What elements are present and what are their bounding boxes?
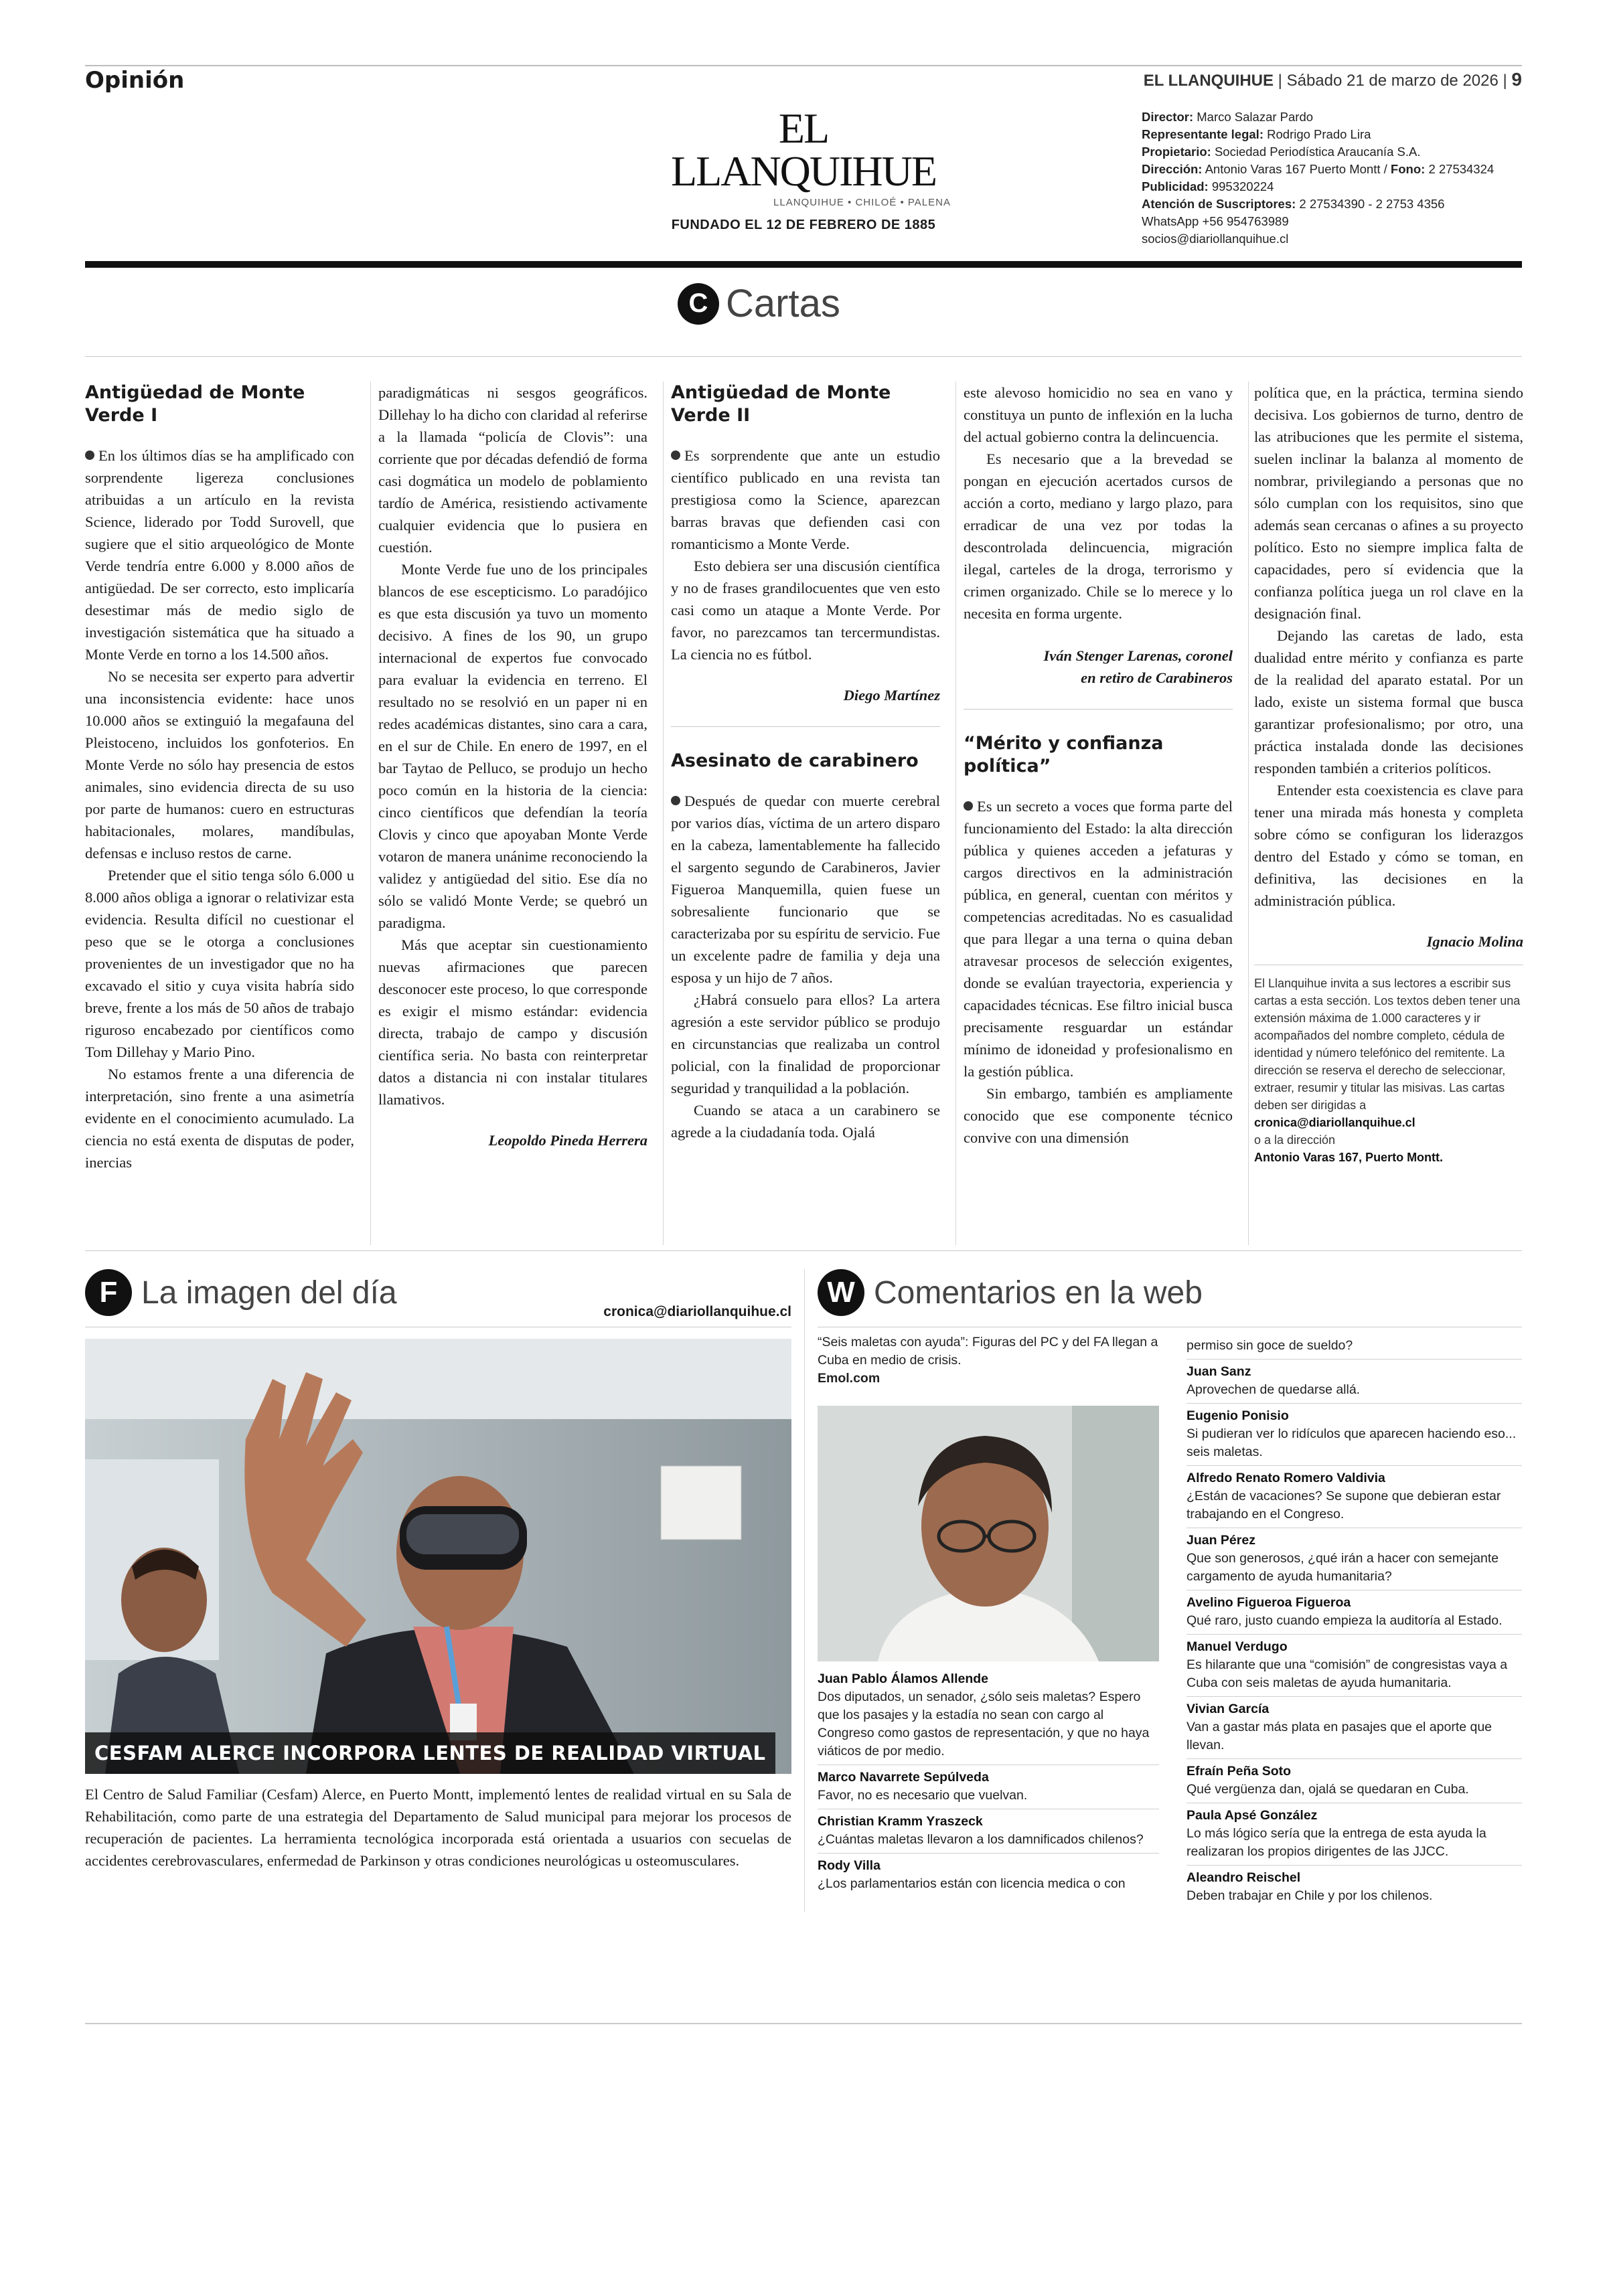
letter-title: Antigüedad de Monte Verde II: [671, 382, 891, 426]
comment: Alfredo Renato Romero Valdivia ¿Están de vacaciones? Se supone que debieran estar trabajando en el Congreso.: [1187, 1466, 1522, 1528]
section-name: Opinión: [85, 67, 185, 94]
letters-column-1: [85, 382, 354, 1173]
comment-author: Vivian García: [1187, 1702, 1270, 1716]
letter-title: Antigüedad de Monte Verde I: [85, 382, 305, 426]
comment-author: Rody Villa: [818, 1858, 881, 1873]
comment: Eugenio Ponisio Si pudieran ver lo ridículos que aparecen haciendo eso... seis maletas.: [1187, 1404, 1522, 1466]
letters-column-2: [378, 382, 647, 1151]
header-thick-rule: [85, 261, 1522, 268]
page-number: 9: [1511, 69, 1522, 90]
page-info: EL LLANQUIHUE | Sábado 21 de marzo de 2026 | 9: [1143, 69, 1522, 90]
cartas-badge-icon: C: [678, 283, 719, 325]
letter-paragraph: Más que aceptar sin cuestionamiento nuevas afirmaciones que parecen desconocer este proceso, lo que corresponde es exigir el mismo estándar: evidencia directa, trabajo de campo y discusión científica seria. No basta con reinterpretar datos a distancia ni con instalar titulares llamativos.: [378, 936, 647, 1108]
masthead-subtitle: LLANQUIHUE • CHILOÉ • PALENA: [773, 197, 951, 208]
bottom-rule: [85, 2023, 1522, 2024]
column-separator: [663, 382, 664, 1245]
staff-line: Director: Marco Salazar Pardo: [1142, 110, 1314, 124]
comment: Paula Apsé González Lo más lógico sería que la entrega de esta ayuda la realizaran los propios dirigentes de las JJCC.: [1187, 1803, 1522, 1866]
staff-line: socios@diariollanquihue.cl: [1142, 232, 1289, 246]
bullet-icon: [964, 801, 973, 811]
comment: Marco Navarrete Sepúlveda Favor, no es necesario que vuelvan.: [818, 1765, 1159, 1809]
letter-title: Asesinato de carabinero: [671, 750, 919, 771]
staff-box: [1142, 108, 1523, 248]
web-source[interactable]: Emol.com: [818, 1371, 881, 1386]
web-badge-icon: W: [818, 1269, 864, 1316]
top-rule: [85, 65, 1522, 66]
section-rule: [85, 1250, 1522, 1251]
comment: Juan Pablo Álamos Allende Dos diputados, un senador, ¿sólo seis maletas? Espero que los pasajes y la estadía no sean con cargo al Congreso como gastos de representación, y que no haya viáticos de por medio.: [818, 1667, 1159, 1765]
bullet-icon: [85, 450, 94, 460]
comment-author: Eugenio Ponisio: [1187, 1408, 1289, 1423]
letter-paragraph: Es un secreto a voces que forma parte del funcionamiento del Estado: la alta dirección pública y quienes acceden a jefaturas y cargos directivos en la administración pública, en general, cuentan con méritos y competencias acreditadas. No es casualidad que para llegar a una terna o quina deban atravesar procesos de selección exigentes, donde se evalúan trayectoria, experiencia y capacidades técnicas. Ese filtro inicial busca precisamente resguardar un estándar mínimo de idoneidad y profesionalismo en la gestión pública.: [964, 798, 1233, 1080]
letters-column-3: [671, 382, 940, 1143]
letter-paragraph: Pretender que el sitio tenga sólo 6.000 u 8.000 años obliga a ignorar o relativizar esta evidencia. Resulta difícil no cuestionar el peso que se le otorga a conclusiones provenientes de un investigador que no ha excavado el sitio y cuya visita habría sido breve, frente a los más de 50 años de trabajo riguroso encabezado por científicos como Tom Dillehay y Mario Pino.: [85, 867, 354, 1060]
column-separator: [1248, 382, 1249, 1245]
letters-column-5: [1254, 382, 1523, 1166]
staff-line: Propietario: Sociedad Periodística Araucanía S.A.: [1142, 145, 1421, 159]
paper-name: EL LLANQUIHUE: [1143, 72, 1274, 90]
column-separator: [370, 382, 371, 1245]
staff-line: Publicidad: 995320224: [1142, 179, 1274, 193]
photo-portrait: [818, 1406, 1159, 1661]
comment-author: Aleandro Reischel: [1187, 1870, 1301, 1885]
comment-continued: permiso sin goce de sueldo?: [1187, 1333, 1522, 1360]
letter-divider: [964, 709, 1233, 710]
cartas-header: [678, 281, 840, 326]
column-separator: [955, 382, 956, 1245]
letter-paragraph: No estamos frente a una diferencia de interpretación, sino frente a una asimetría evidente en el conocimiento acumulado. La ciencia no está exenta de disputas de poder, inercias: [85, 1066, 354, 1171]
founded-line: FUNDADO EL 12 DE FEBRERO DE 1885: [671, 218, 936, 232]
staff-line: Representante legal: Rodrigo Prado Lira: [1142, 127, 1371, 141]
web-comments-left: [818, 1667, 1159, 1897]
invite-email[interactable]: cronica@diariollanquihue.cl: [1254, 1116, 1415, 1129]
web-comments-right: [1187, 1333, 1522, 1909]
issue-date: Sábado 21 de marzo de 2026: [1286, 72, 1499, 90]
web-title: Comentarios en la web: [874, 1275, 1203, 1311]
comment: Aleandro Reischel Deben trabajar en Chile y por los chilenos.: [1187, 1866, 1522, 1909]
photo-vr-headset: [85, 1339, 791, 1774]
imagen-title: La imagen del día: [141, 1275, 397, 1311]
invite-box: El Llanquihue invita a sus lectores a escribir sus cartas a esta sección. Los textos deben tener una extensión máxima de 1.000 caracteres y ir acompañados del nombre completo, cédula de identidad y número telefónico del remitente. La dirección se reserva el derecho de seleccionar, extraer, resumir y titular las misivas. Las cartas deben ser dirigidas a cronica@diariollanquihue.cl o a la dirección Antonio Varas 167, Puerto Montt.: [1254, 975, 1523, 1166]
comment: Christian Kramm Yraszeck ¿Cuántas maletas llevaron a los damnificados chilenos?: [818, 1809, 1159, 1854]
comment-author: Juan Sanz: [1187, 1364, 1251, 1379]
letter-signature: Leopoldo Pineda Herrera: [488, 1132, 647, 1149]
imagen-badge-icon: F: [85, 1269, 132, 1316]
comment-author: Avelino Figueroa Figueroa: [1187, 1595, 1351, 1610]
comment-author: Marco Navarrete Sepúlveda: [818, 1770, 989, 1785]
portrait-illustration: [818, 1406, 1159, 1661]
imagen-text: El Centro de Salud Familiar (Cesfam) Alerce, en Puerto Montt, implementó lentes de realidad virtual en su Sala de Rehabilitación, como parte de una estrategia del Departamento de Salud municipal para mejorar los procesos de recuperación de pacientes. La herramienta tecnológica incorporada está orientada a usuarios con secuelas de accidentes cerebrovasculares, enfermedad de Parkinson y otras condiciones neurológicas u osteomusculares.: [85, 1786, 791, 1869]
comment-author: Manuel Verdugo: [1187, 1639, 1288, 1654]
letter-paragraph: Es sorprendente que ante un estudio científico publicado en una revista tan prestigiosa como la Science, aparezcan barras bravas que defienden casi con romanticismo a Monte Verde.: [671, 447, 940, 552]
comment: Vivian García Van a gastar más plata en pasajes que el aporte que llevan.: [1187, 1697, 1522, 1759]
cartas-rule: [85, 356, 1522, 357]
imagen-email[interactable]: cronica@diariollanquihue.cl: [603, 1304, 791, 1319]
comment-author: Juan Pablo Álamos Allende: [818, 1671, 989, 1686]
comment: Manuel Verdugo Es hilarante que una “comisión” de congresistas vaya a Cuba con seis maletas de ayuda humanitaria.: [1187, 1635, 1522, 1697]
masthead-logo: EL LLANQUIHUE: [671, 104, 936, 195]
letter-signature: Ignacio Molina: [1426, 933, 1523, 950]
letter-paragraph: ¿Habrá consuelo para ellos? La artera agresión a este servidor público se produjo en circunstancias que realizaba un control policial, con la finalidad de proporcionar seguridad y tranquilidad a la población.: [671, 991, 940, 1096]
letter-paragraph: Sin embargo, también es ampliamente conocido que ese componente técnico convive con una dimensión: [964, 1085, 1233, 1146]
letter-divider: [671, 726, 940, 727]
letter-paragraph: Después de quedar con muerte cerebral por varios días, víctima de un artero disparo en la cabeza, lamentablemente ha fallecido el sargento segundo de Carabineros, Javier Figueroa Manquemilla, quien fuese un sobresaliente funcionario que se caracterizaba por su espíritu de servicio. Fue un excelente padre de familia y deja una esposa y un hijo de 7 años.: [671, 793, 940, 986]
letters-column-4: [964, 382, 1233, 1149]
comment: Avelino Figueroa Figueroa Qué raro, justo cuando empieza la auditoría al Estado.: [1187, 1590, 1522, 1635]
web-headline: “Seis maletas con ayuda”: Figuras del PC y del FA llegan a Cuba en medio de crisis. Emol.com: [818, 1335, 1158, 1386]
comment-author: Juan Pérez: [1187, 1533, 1255, 1548]
photo-caption-bar: [85, 1732, 775, 1774]
photo-illustration: [85, 1339, 791, 1774]
comment: Rody Villa ¿Los parlamentarios están con licencia medica o con: [818, 1854, 1159, 1897]
bullet-icon: [671, 450, 680, 460]
staff-line: Dirección: Antonio Varas 167 Puerto Montt / Fono: 2 27534324: [1142, 162, 1495, 176]
comment-author: Christian Kramm Yraszeck: [818, 1814, 983, 1829]
letter-paragraph: este alevoso homicidio no sea en vano y constituya un punto de inflexión en la lucha del actual gobierno contra la delincuencia.: [964, 384, 1233, 445]
letter-paragraph: Entender esta coexistencia es clave para tener una mirada más honesta y completa sobre cómo se configuran los liderazgos dentro del Estado y cómo se toman, en definitiva, las decisiones en la administración pública.: [1254, 782, 1523, 909]
bullet-icon: [671, 796, 680, 805]
cartas-title: Cartas: [726, 282, 840, 325]
letter-signature: Diego Martínez: [843, 687, 940, 704]
comment-author: Alfredo Renato Romero Valdivia: [1187, 1471, 1385, 1485]
letter-paragraph: Monte Verde fue uno de los principales blancos de ese escepticismo. Lo paradójico es que esta discusión ya tuvo un momento decisivo. A fines de los 90, un grupo internacional de expertos fue convocado para evaluar la evidencia en terreno. El resultado no se resolvió en un paper ni en redes académicas distantes, sino cara a cara, en el sur de Chile. En enero de 1997, en el bar Taytao de Pelluco, se produjo un hecho poco común en la historia de la ciencia: cinco científicos que defendían la teoría Clovis y cinco que apoyaban Monte Verde votaron de manera unánime reconociendo la validez y antigüedad del sitio. Ese día no sólo se validó Monte Verde; se quebró un paradigma.: [378, 561, 647, 931]
masthead: [656, 104, 951, 233]
letter-paragraph: Cuando se ataca a un carabinero se agrede a la ciudadanía toda. Ojalá: [671, 1102, 940, 1141]
comment: Juan Sanz Aprovechen de quedarse allá.: [1187, 1360, 1522, 1404]
imagen-header: [85, 1269, 397, 1316]
comment-author: Paula Apsé González: [1187, 1808, 1318, 1823]
column-separator: [804, 1269, 805, 1912]
letter-paragraph: paradigmáticas ni sesgos geográficos. Dillehay lo ha dicho con claridad al referirse a la llamada “policía de Clovis”: una corriente que por décadas defendió de forma casi dogmática un modelo de poblamiento tardío de América, resistiendo activamente cualquier evidencia que lo pusiera en cuestión.: [378, 384, 647, 556]
web-header: [818, 1269, 1203, 1316]
letter-title: “Mérito y confianza política”: [964, 733, 1164, 776]
letter-paragraph: política que, en la práctica, termina siendo decisiva. Los gobiernos de turno, dentro de las atribuciones que les permite el sistema, suelen inclinar la balanza al momento de nombrar, privilegiando a personas que no sólo cumplan con los requisitos, sino que además sean cercanas o afines a su proyecto político. Esto no siempre implica falta de capacidades, pero sí evidencia que la confianza política juega un rol clave en la designación final.: [1254, 384, 1523, 622]
letter-paragraph: Es necesario que a la brevedad se pongan en ejecución acertados cursos de acción a corto, mediano y largo plazo, para erradicar de una vez por todas la descontrolada delincuencia, migración ilegal, carteles de la droga, terrorismo y crimen organizado. Chile se lo merece y lo necesita en forma urgente.: [964, 450, 1233, 622]
comment-author: Efraín Peña Soto: [1187, 1764, 1292, 1779]
invite-address: Antonio Varas 167, Puerto Montt.: [1254, 1151, 1444, 1164]
letter-paragraph: Esto debiera ser una discusión científica y no de frases grandilocuentes que ven esto casi como un ataque a Monte Verde. Por favor, no parezcamos tan tercermundistas. La ciencia no es fútbol.: [671, 558, 940, 663]
staff-line: WhatsApp +56 954763989: [1142, 214, 1289, 228]
letter-paragraph: En los últimos días se ha amplificado con sorprendente ligereza conclusiones atribuidas a un artículo en la revista Science, liderado por Todd Surovell, que sugiere que el sitio arqueológico de Monte Verde tendría entre 6.000 y 8.000 años de antigüedad. De ser correcto, esto implicaría desestimar más de medio siglo de investigación sistemática que ha situado a Monte Verde en torno a los 14.500 años.: [85, 447, 354, 663]
letter-paragraph: Dejando las caretas de lado, esta dualidad entre mérito y confianza es parte de la realidad del aparato estatal. Por un lado, existe un sistema formal que busca garantizar profesionalismo; por otro, una práctica instalada donde las decisiones responden también a criterios políticos.: [1254, 627, 1523, 776]
comment: Juan Pérez Que son generosos, ¿qué irán a hacer con semejante cargamento de ayuda humanitaria?: [1187, 1528, 1522, 1590]
letter-paragraph: No se necesita ser experto para advertir una inconsistencia evidente: hace unos 10.000 años se extinguió la megafauna del Pleistoceno, incluidos los gonfoterios. En Monte Verde no sólo hay presencia de estos animales, sino evidencia directa de su uso por parte de humanos: cuero en estructuras habitacionales, molares, mandíbulas, defensas e incluso restos de carne.: [85, 668, 354, 862]
comment: Efraín Peña Soto Qué vergüenza dan, ojalá se quedaran en Cuba.: [1187, 1759, 1522, 1803]
photo-caption: CESFAM ALERCE INCORPORA LENTES DE REALIDAD VIRTUAL: [94, 1742, 766, 1765]
letter-signature: Iván Stenger Larenas, coronel en retiro de Carabineros: [1043, 647, 1233, 686]
staff-line: Atención de Suscriptores: 2 27534390 - 2 2753 4356: [1142, 197, 1445, 211]
